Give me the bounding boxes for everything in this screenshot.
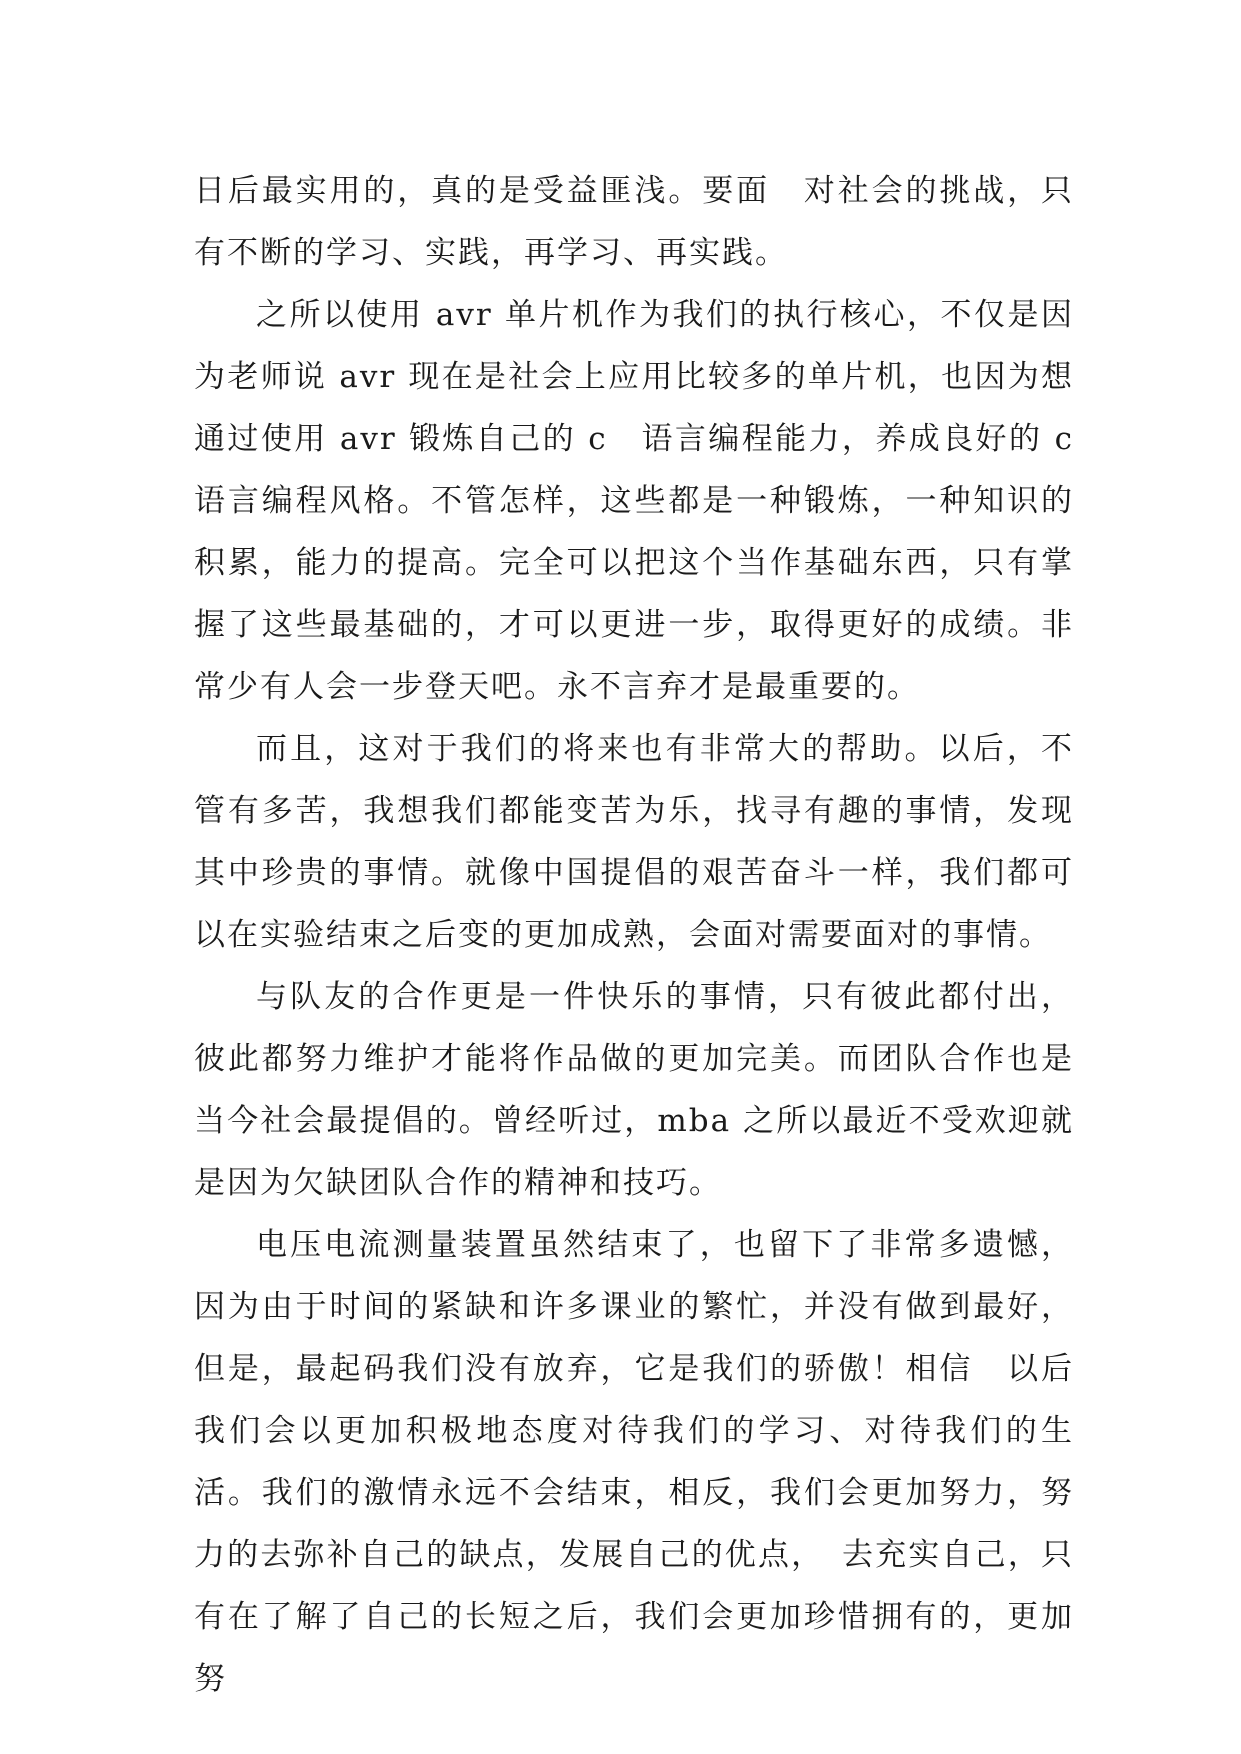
paragraph: 与队友的合作更是一件快乐的事情，只有彼此都付出，彼此都努力维护才能将作品做的更加完美。而团队合作也是当今社会最提倡的。曾经听过，mba 之所以最近不受欢迎就是因为欠缺团队合作的精神和技巧。	[194, 979, 1074, 1201]
paragraph: 日后最实用的，真的是受益匪浅。要面 对社会的挑战，只有不断的学习、实践，再学习、再实践。	[194, 173, 1074, 271]
paragraph: 之所以使用 avr 单片机作为我们的执行核心，不仅是因为老师说 avr 现在是社会上应用比较多的单片机，也因为想通过使用 avr 锻炼自己的 c 语言编程能力，养成良好的 c 语言编程风格。不管怎样，这些都是一种锻炼，一种知识的积累，能力的提高。完全可以把这个当作基础东西，只有掌握了这些最基础的，才可以更进一步，取得更好的成绩。非常少有人会一步登天吧。永不言弃才是最重要的。	[194, 297, 1074, 705]
paragraph: 电压电流测量装置虽然结束了，也留下了非常多遗憾，因为由于时间的紧缺和许多课业的繁忙，并没有做到最好，但是，最起码我们没有放弃，它是我们的骄傲！相信 以后我们会以更加积极地态度对待我们的学习、对待我们的生活。我们的激情永远不会结束，相反，我们会更加努力，努力的去弥补自己的缺点，发展自己的优点， 去充实自己，只有在了解了自己的长短之后，我们会更加珍惜拥有的，更加努	[194, 1227, 1074, 1697]
body-text	[194, 160, 1074, 1710]
paragraph: 而且，这对于我们的将来也有非常大的帮助。以后，不管有多苦，我想我们都能变苦为乐，找寻有趣的事情，发现其中珍贵的事情。就像中国提倡的艰苦奋斗一样，我们都可以在实验结束之后变的更加成熟，会面对需要面对的事情。	[194, 731, 1074, 953]
